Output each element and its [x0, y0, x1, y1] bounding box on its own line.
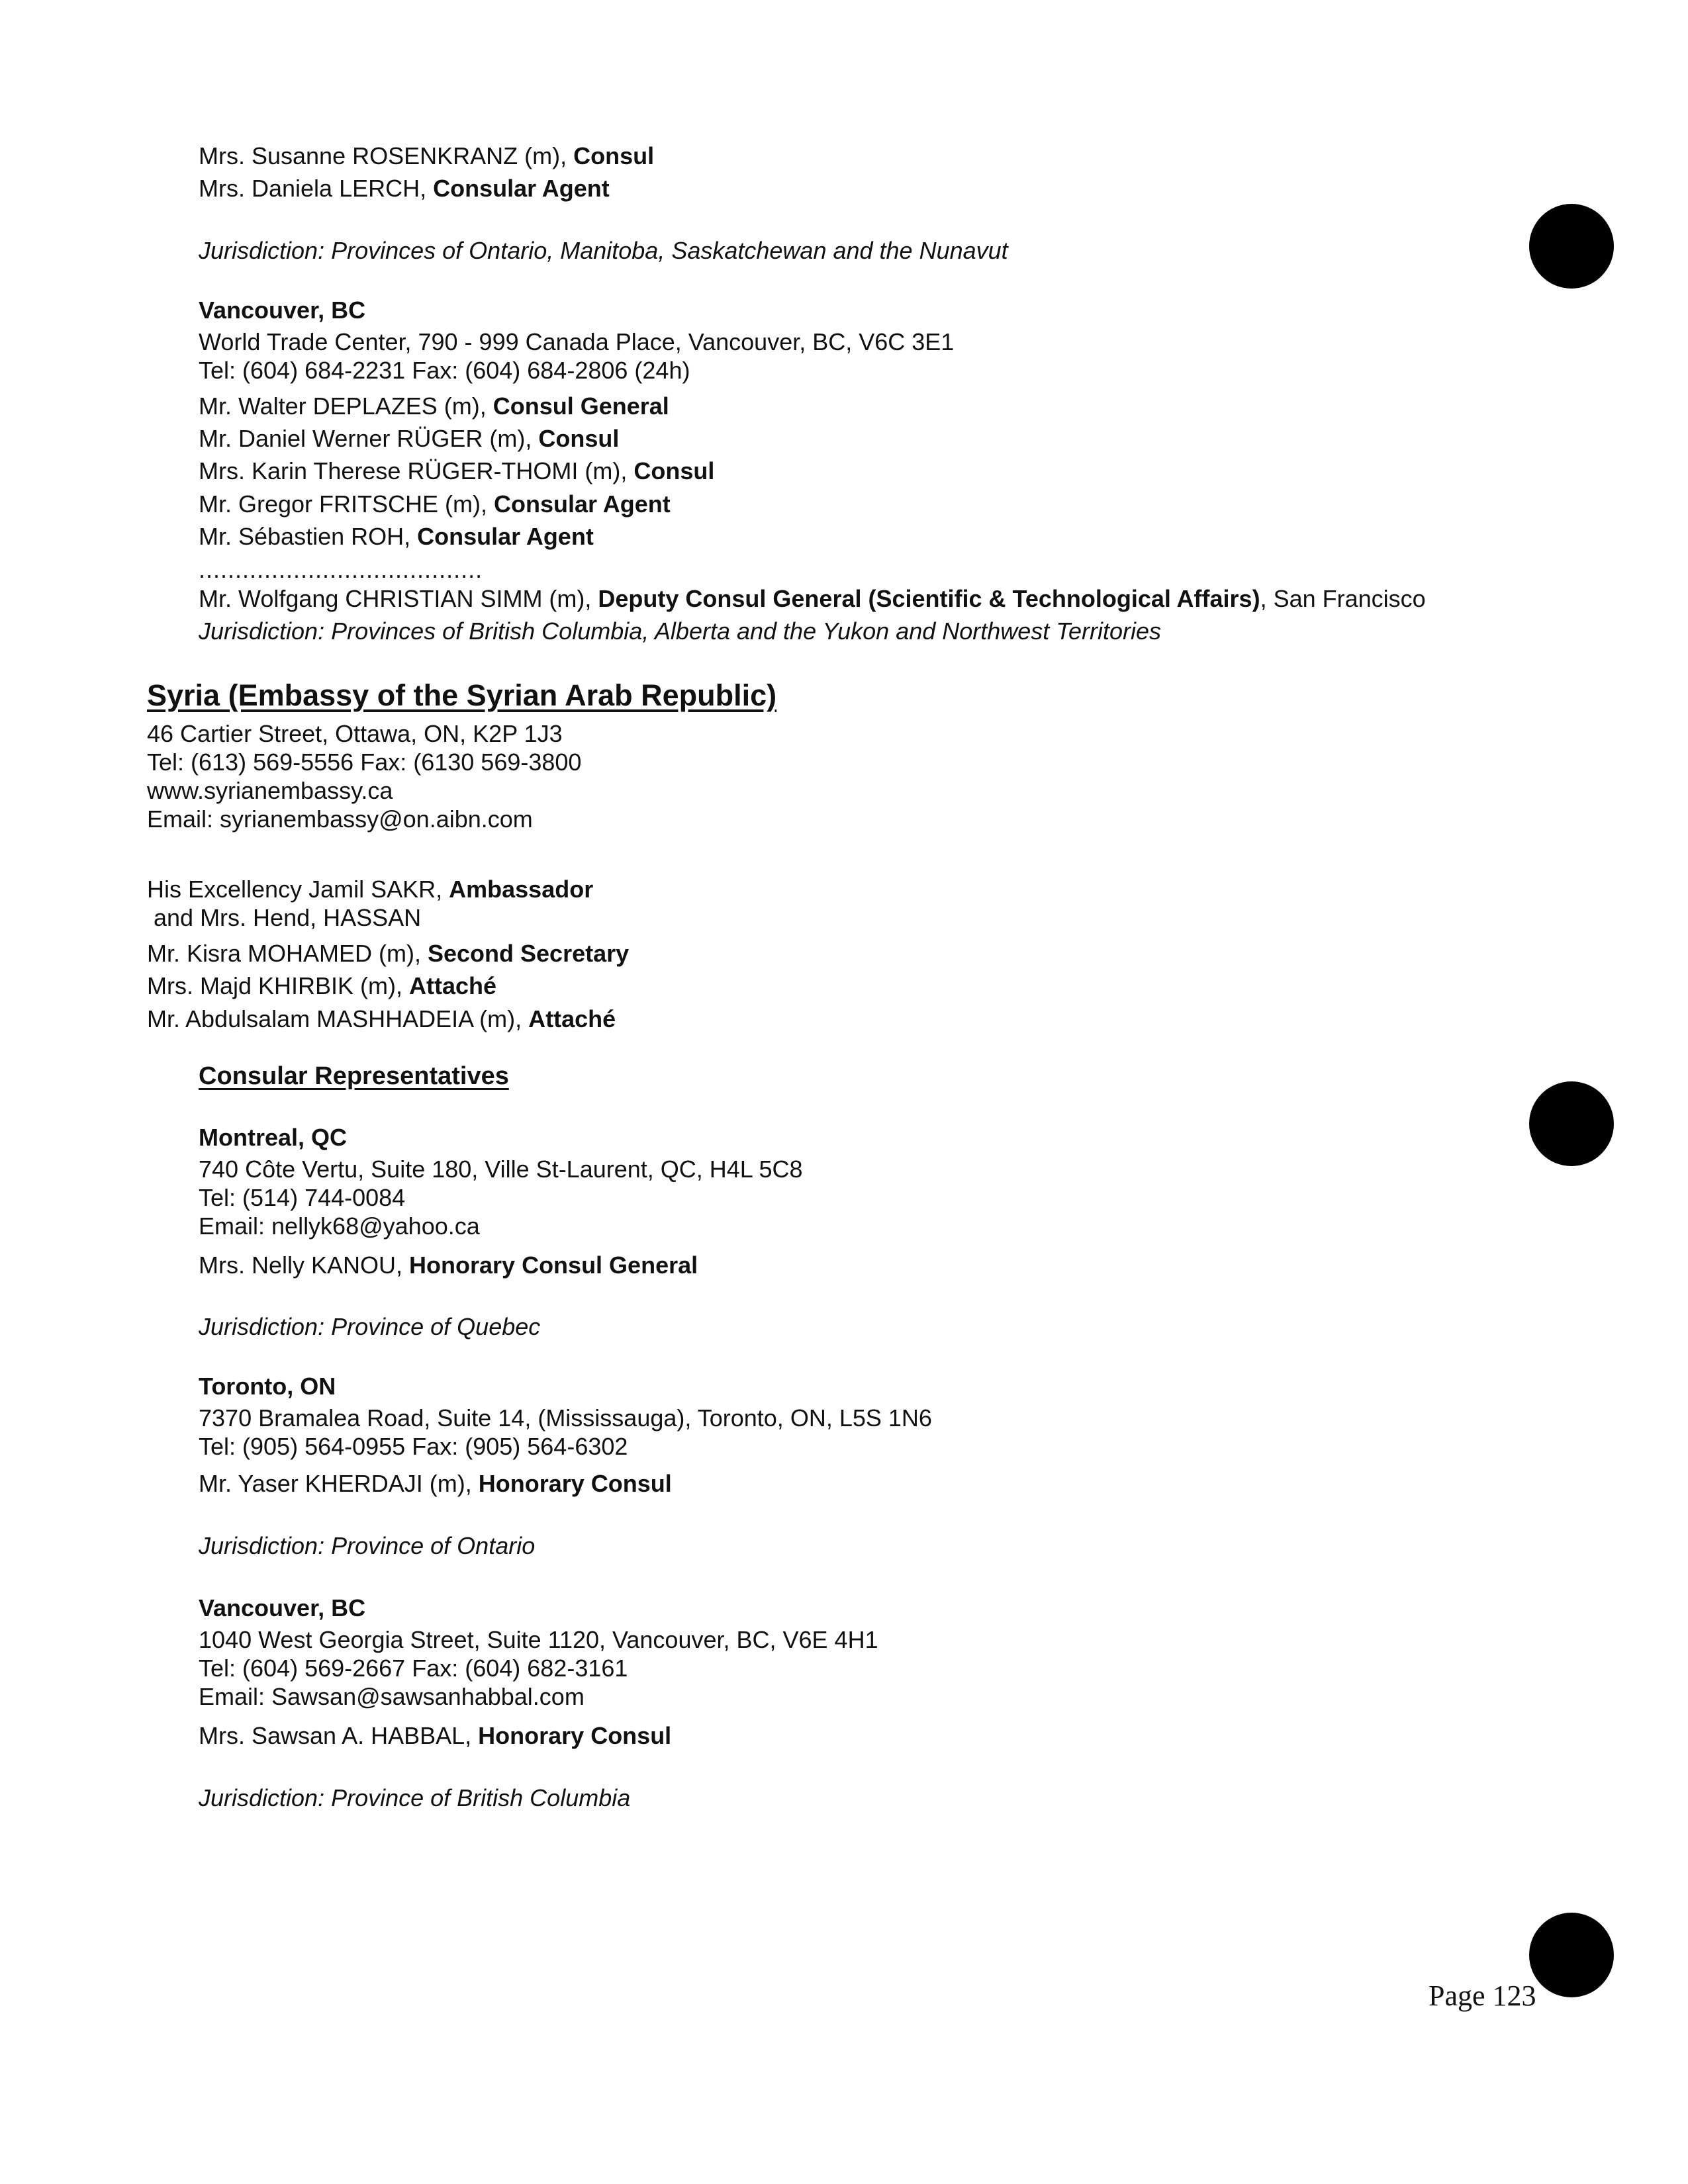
- official-name: Mr. Yaser KHERDAJI (m),: [199, 1470, 479, 1497]
- section-heading: Consular Representatives: [199, 1062, 509, 1090]
- official-line: [147, 972, 496, 1001]
- address-text: 1040 West Georgia Street, Suite 1120, Vancouver, BC, V6E 4H1: [199, 1626, 878, 1653]
- official-line: [199, 174, 610, 203]
- address-text: 46 Cartier Street, Ottawa, ON, K2P 1J3: [147, 720, 563, 747]
- email-link[interactable]: Email: syrianembassy@on.aibn.com: [147, 805, 533, 833]
- official-line: [199, 1469, 672, 1498]
- official-line: [199, 142, 654, 171]
- official-line: [147, 1005, 616, 1034]
- official-line: [199, 457, 714, 486]
- official-name: Mrs. Sawsan A. HABBAL,: [199, 1722, 479, 1749]
- city-heading: Toronto, ON: [199, 1373, 336, 1400]
- official-title: Consul: [633, 457, 715, 484]
- official-name: Mrs. Nelly KANOU,: [199, 1251, 410, 1279]
- official-title: Second Secretary: [427, 940, 630, 967]
- official-name: Mrs. Karin Therese RÜGER-THOMI (m),: [199, 457, 634, 484]
- phone-text: Tel: (604) 684-2231 Fax: (604) 684-2806 (24h): [199, 357, 690, 384]
- official-title: Consular Agent: [433, 175, 610, 202]
- official-line: [199, 392, 669, 421]
- official-name: His Excellency Jamil SAKR,: [147, 876, 449, 903]
- official-title: Consul: [573, 142, 655, 169]
- official-line: [199, 1721, 671, 1751]
- official-line: [199, 490, 671, 519]
- address-text: 7370 Bramalea Road, Suite 14, (Mississauga), Toronto, ON, L5S 1N6: [199, 1404, 932, 1432]
- official-title: Consular Agent: [494, 490, 671, 518]
- country-heading: Syria (Embassy of the Syrian Arab Republic): [147, 678, 777, 712]
- official-title: Deputy Consul General (Scientific & Technological Affairs): [598, 585, 1260, 612]
- official-title: Attaché: [528, 1005, 616, 1032]
- official-title: Honorary Consul General: [409, 1251, 698, 1279]
- official-name: Mrs. Daniela LERCH,: [199, 175, 434, 202]
- official-name: Mr. Kisra MOHAMED (m),: [147, 940, 428, 967]
- official-location: , San Francisco: [1260, 585, 1426, 612]
- official-name: Mrs. Majd KHIRBIK (m),: [147, 972, 410, 999]
- punch-hole-top: [1529, 204, 1614, 289]
- city-heading: Montreal, QC: [199, 1124, 348, 1151]
- phone-text: Tel: (514) 744-0084: [199, 1184, 406, 1211]
- official-name: Mr. Gregor FRITSCHE (m),: [199, 490, 494, 518]
- city-heading: Vancouver, BC: [199, 296, 366, 324]
- official-line: [199, 522, 594, 551]
- official-title: Attaché: [409, 972, 497, 999]
- punch-hole-bottom: [1529, 1913, 1614, 1997]
- punch-hole-middle: [1529, 1081, 1614, 1166]
- dotted-separator: .......................................: [199, 556, 483, 583]
- city-heading: Vancouver, BC: [199, 1594, 366, 1621]
- official-title: Consul: [538, 425, 620, 452]
- official-name: Mrs. Susanne ROSENKRANZ (m),: [199, 142, 574, 169]
- official-line: [147, 939, 629, 968]
- phone-text: Tel: (905) 564-0955 Fax: (905) 564-6302: [199, 1433, 628, 1460]
- page-number: Page 123: [1429, 1979, 1536, 2012]
- official-name: Mr. Wolfgang CHRISTIAN SIMM (m),: [199, 585, 598, 612]
- official-title: Ambassador: [449, 876, 594, 903]
- jurisdiction-text: Jurisdiction: Provinces of British Columbia, Alberta and the Yukon and Northwest Territories: [199, 617, 1162, 645]
- official-title: Consular Agent: [417, 523, 594, 550]
- email-link[interactable]: Email: Sawsan@sawsanhabbal.com: [199, 1683, 585, 1710]
- phone-text: Tel: (613) 569-5556 Fax: (6130 569-3800: [147, 749, 582, 776]
- official-line: [199, 1251, 698, 1280]
- ambassador-line: [147, 875, 593, 904]
- phone-text: Tel: (604) 569-2667 Fax: (604) 682-3161: [199, 1655, 628, 1682]
- official-line: [199, 424, 619, 453]
- jurisdiction-text: Jurisdiction: Province of Quebec: [199, 1313, 541, 1340]
- official-name: Mr. Abdulsalam MASHHADEIA (m),: [147, 1005, 529, 1032]
- official-line: [199, 584, 1426, 614]
- jurisdiction-text: Jurisdiction: Province of British Columbia: [199, 1784, 631, 1811]
- official-title: Honorary Consul: [478, 1470, 672, 1497]
- spouse-line: and Mrs. Hend, HASSAN: [154, 904, 422, 931]
- jurisdiction-text: Jurisdiction: Province of Ontario: [199, 1532, 536, 1559]
- address-text: World Trade Center, 790 - 999 Canada Place, Vancouver, BC, V6C 3E1: [199, 328, 955, 355]
- official-name: Mr. Daniel Werner RÜGER (m),: [199, 425, 539, 452]
- official-title: Honorary Consul: [478, 1722, 672, 1749]
- official-title: Consul General: [492, 392, 669, 420]
- jurisdiction-text: Jurisdiction: Provinces of Ontario, Manitoba, Saskatchewan and the Nunavut: [199, 237, 1008, 264]
- address-text: 740 Côte Vertu, Suite 180, Ville St-Laurent, QC, H4L 5C8: [199, 1156, 803, 1183]
- website-link[interactable]: www.syrianembassy.ca: [147, 777, 393, 804]
- official-name: Mr. Sébastien ROH,: [199, 523, 418, 550]
- official-name: Mr. Walter DEPLAZES (m),: [199, 392, 493, 420]
- email-link[interactable]: Email: nellyk68@yahoo.ca: [199, 1212, 480, 1240]
